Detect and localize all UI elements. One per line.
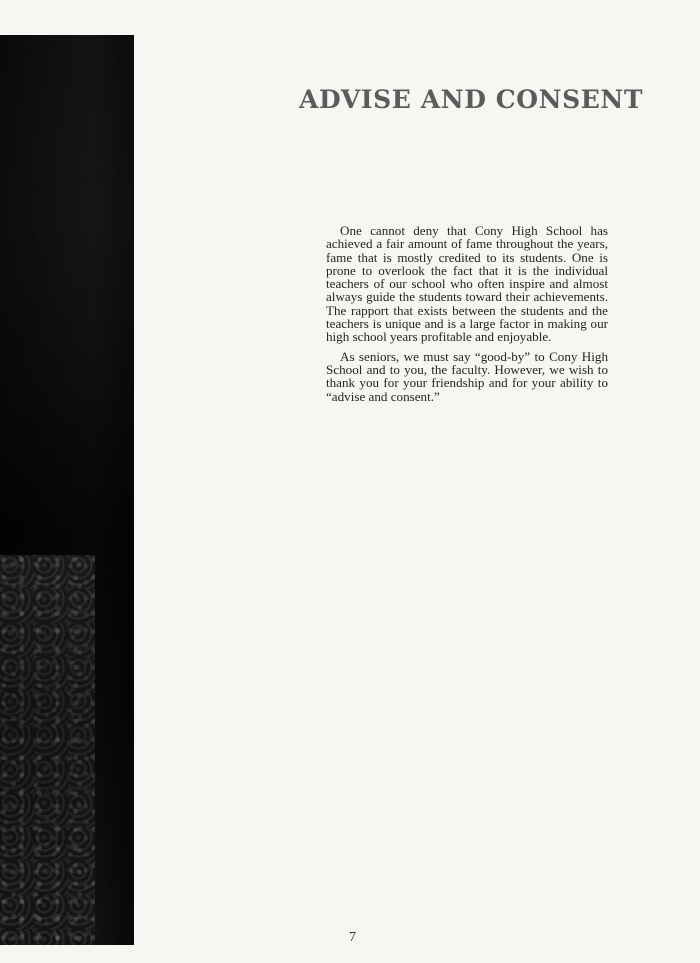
page-number: 7 bbox=[349, 930, 356, 945]
article-paragraph-2: As seniors, we must say “good-by” to Cony High School and to you, the faculty. However, we wish to thank you for your friendship and for your ability to “advise and consent.” bbox=[326, 348, 608, 404]
page-headline: ADVISE AND CONSENT bbox=[299, 85, 644, 114]
article-paragraph-1: One cannot deny that Cony High School has achieved a fair amount of fame throughout the years, fame that is mostly credited to its students. One is prone to overlook the fact that it is the individual teachers of our school who often inspire and almost always guide the students toward their achievements. The rapport that exists between the students and the teachers is unique and is a large factor in making our high school years profitable and enjoyable. bbox=[326, 223, 608, 345]
article-body bbox=[326, 224, 608, 403]
photo-shadow-overlay bbox=[0, 35, 134, 945]
faculty-photo-strip bbox=[0, 35, 134, 945]
